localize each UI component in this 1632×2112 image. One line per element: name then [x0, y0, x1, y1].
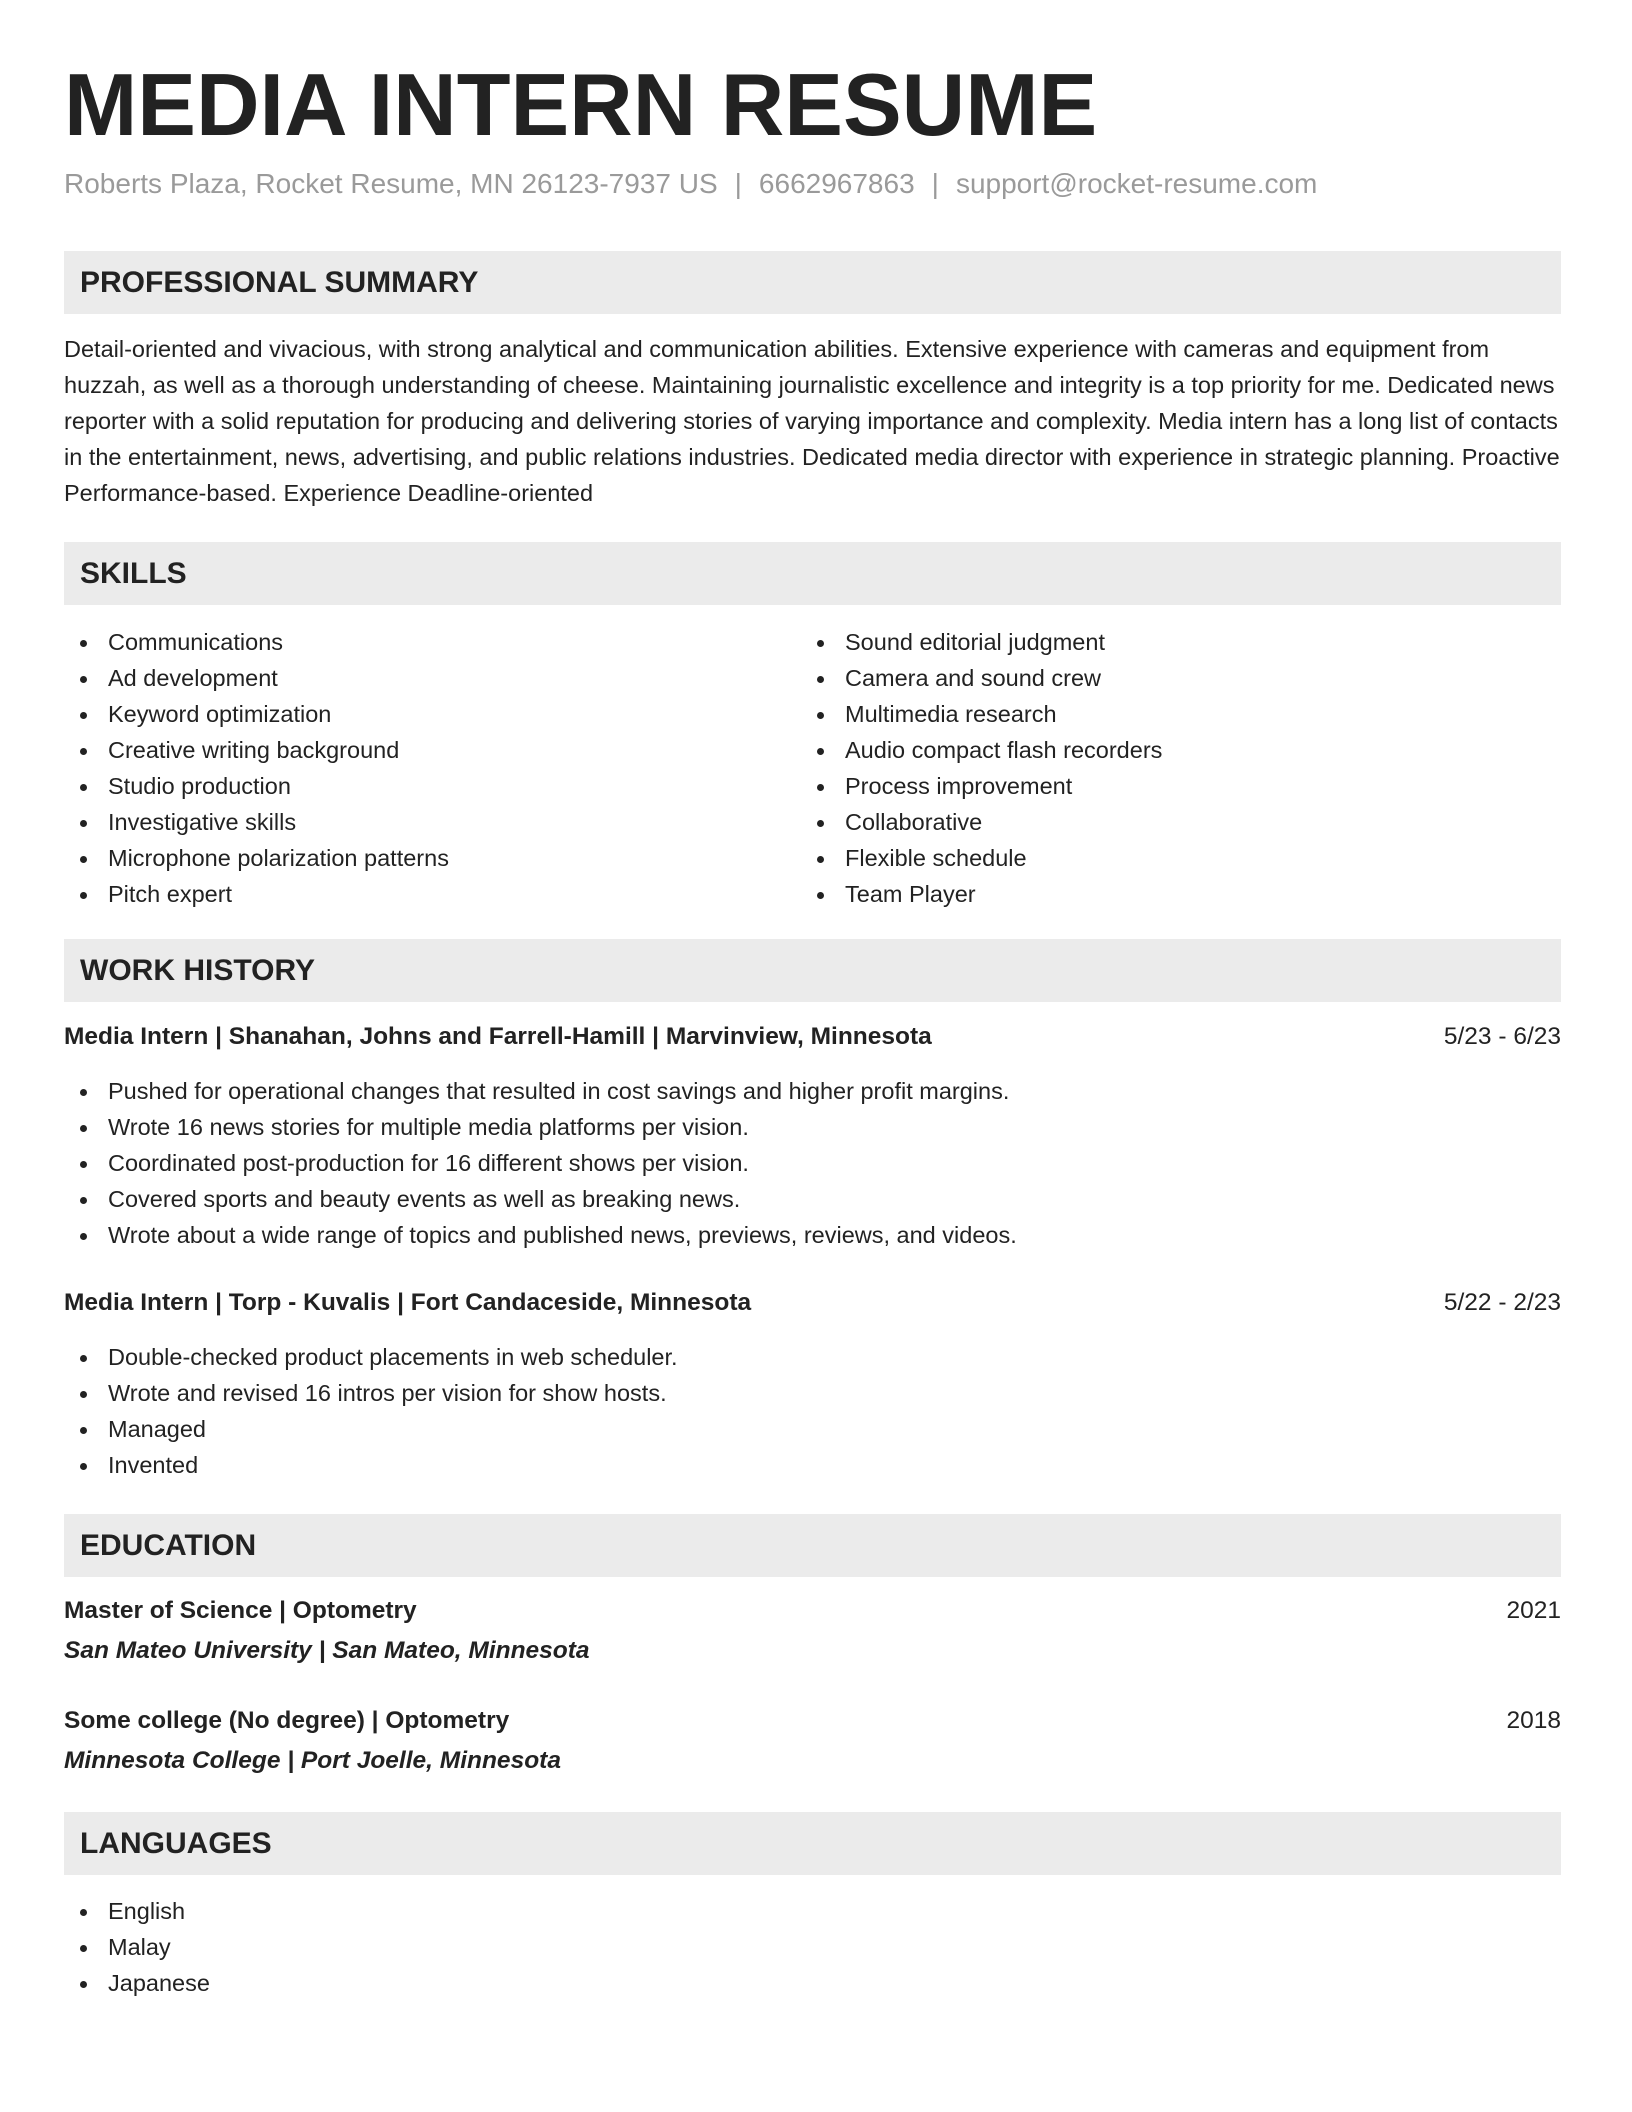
- languages-list: [64, 1893, 210, 2001]
- education-degree: Master of Science | Optometry: [64, 1597, 417, 1624]
- job-bullet: Double-checked product placements in web scheduler.: [64, 1339, 678, 1375]
- skill-item: Pitch expert: [64, 876, 449, 912]
- skill-item: Ad development: [64, 660, 449, 696]
- job-bullet: Invented: [64, 1447, 678, 1483]
- section-header-education: [64, 1514, 1561, 1577]
- skills-list-left: [64, 624, 449, 912]
- job-bullet: Coordinated post-production for 16 different shows per vision.: [64, 1145, 1017, 1181]
- skill-item: Camera and sound crew: [801, 660, 1162, 696]
- summary-text: Detail-oriented and vivacious, with strong analytical and communication abilities. Extensive experience with cameras and equipment from huzzah, as well as a thorough understanding of cheese. Maintaining journalistic excellence and integrity is a top priority for me. Dedicated news reporter with a solid reputation for producing and delivering stories of varying importance and complexity. Media intern has a long list of contacts in the entertainment, news, advertising, and public relations industries. Dedicated media director with experience in strategic planning. Proactive Performance-based. Experience Deadline-oriented: [64, 336, 1560, 506]
- contact-line: [64, 164, 1317, 204]
- section-title: LANGUAGES: [80, 1827, 272, 1860]
- section-header-summary: [64, 251, 1561, 314]
- skill-item: Sound editorial judgment: [801, 624, 1162, 660]
- job-bullet: Covered sports and beauty events as well as breaking news.: [64, 1181, 1017, 1217]
- education-year: 2018: [1506, 1707, 1561, 1734]
- contact-phone[interactable]: 6662967863: [758, 168, 915, 199]
- job-bullet: Wrote about a wide range of topics and published news, previews, reviews, and videos.: [64, 1217, 1017, 1253]
- resume-title: MEDIA INTERN RESUME: [64, 55, 1098, 154]
- skill-item: Communications: [64, 624, 449, 660]
- skill-item: Process improvement: [801, 768, 1162, 804]
- language-item: English: [64, 1893, 210, 1929]
- language-item: Malay: [64, 1929, 210, 1965]
- section-header-languages: [64, 1812, 1561, 1875]
- job-title: Media Intern | Torp - Kuvalis | Fort Candaceside, Minnesota: [64, 1289, 752, 1316]
- section-header-skills: [64, 542, 1561, 605]
- contact-separator: |: [734, 168, 742, 199]
- skill-item: Collaborative: [801, 804, 1162, 840]
- section-title: SKILLS: [80, 557, 187, 590]
- skill-item: Keyword optimization: [64, 696, 449, 732]
- education-school: Minnesota College | Port Joelle, Minnesota: [64, 1747, 561, 1774]
- education-year: 2021: [1506, 1597, 1561, 1624]
- section-title: EDUCATION: [80, 1529, 257, 1562]
- skill-item: Studio production: [64, 768, 449, 804]
- contact-separator: |: [931, 168, 939, 199]
- job-bullets: [64, 1339, 678, 1483]
- job-bullet: Managed: [64, 1411, 678, 1447]
- job-bullets: [64, 1073, 1017, 1253]
- language-item: Japanese: [64, 1965, 210, 2001]
- contact-email[interactable]: support@rocket-resume.com: [955, 168, 1318, 199]
- job-dates: 5/23 - 6/23: [1443, 1023, 1561, 1050]
- skill-item: Investigative skills: [64, 804, 449, 840]
- job-dates: 5/22 - 2/23: [1443, 1289, 1561, 1316]
- skill-item: Multimedia research: [801, 696, 1162, 732]
- skill-item: Team Player: [801, 876, 1162, 912]
- job-bullet: Wrote 16 news stories for multiple media platforms per vision.: [64, 1109, 1017, 1145]
- skill-item: Creative writing background: [64, 732, 449, 768]
- education-school: San Mateo University | San Mateo, Minnesota: [64, 1637, 590, 1664]
- job-title: Media Intern | Shanahan, Johns and Farrell-Hamill | Marvinview, Minnesota: [64, 1023, 932, 1050]
- section-header-work-history: [64, 939, 1561, 1002]
- skill-item: Microphone polarization patterns: [64, 840, 449, 876]
- skills-list-right: [801, 624, 1162, 912]
- job-bullet: Wrote and revised 16 intros per vision for show hosts.: [64, 1375, 678, 1411]
- contact-address: Roberts Plaza, Rocket Resume, MN 26123-7937 US: [64, 168, 718, 199]
- skill-item: Audio compact flash recorders: [801, 732, 1162, 768]
- job-bullet: Pushed for operational changes that resulted in cost savings and higher profit margins.: [64, 1073, 1017, 1109]
- section-title: PROFESSIONAL SUMMARY: [80, 266, 479, 299]
- education-degree: Some college (No degree) | Optometry: [64, 1707, 510, 1734]
- section-title: WORK HISTORY: [80, 954, 316, 987]
- skill-item: Flexible schedule: [801, 840, 1162, 876]
